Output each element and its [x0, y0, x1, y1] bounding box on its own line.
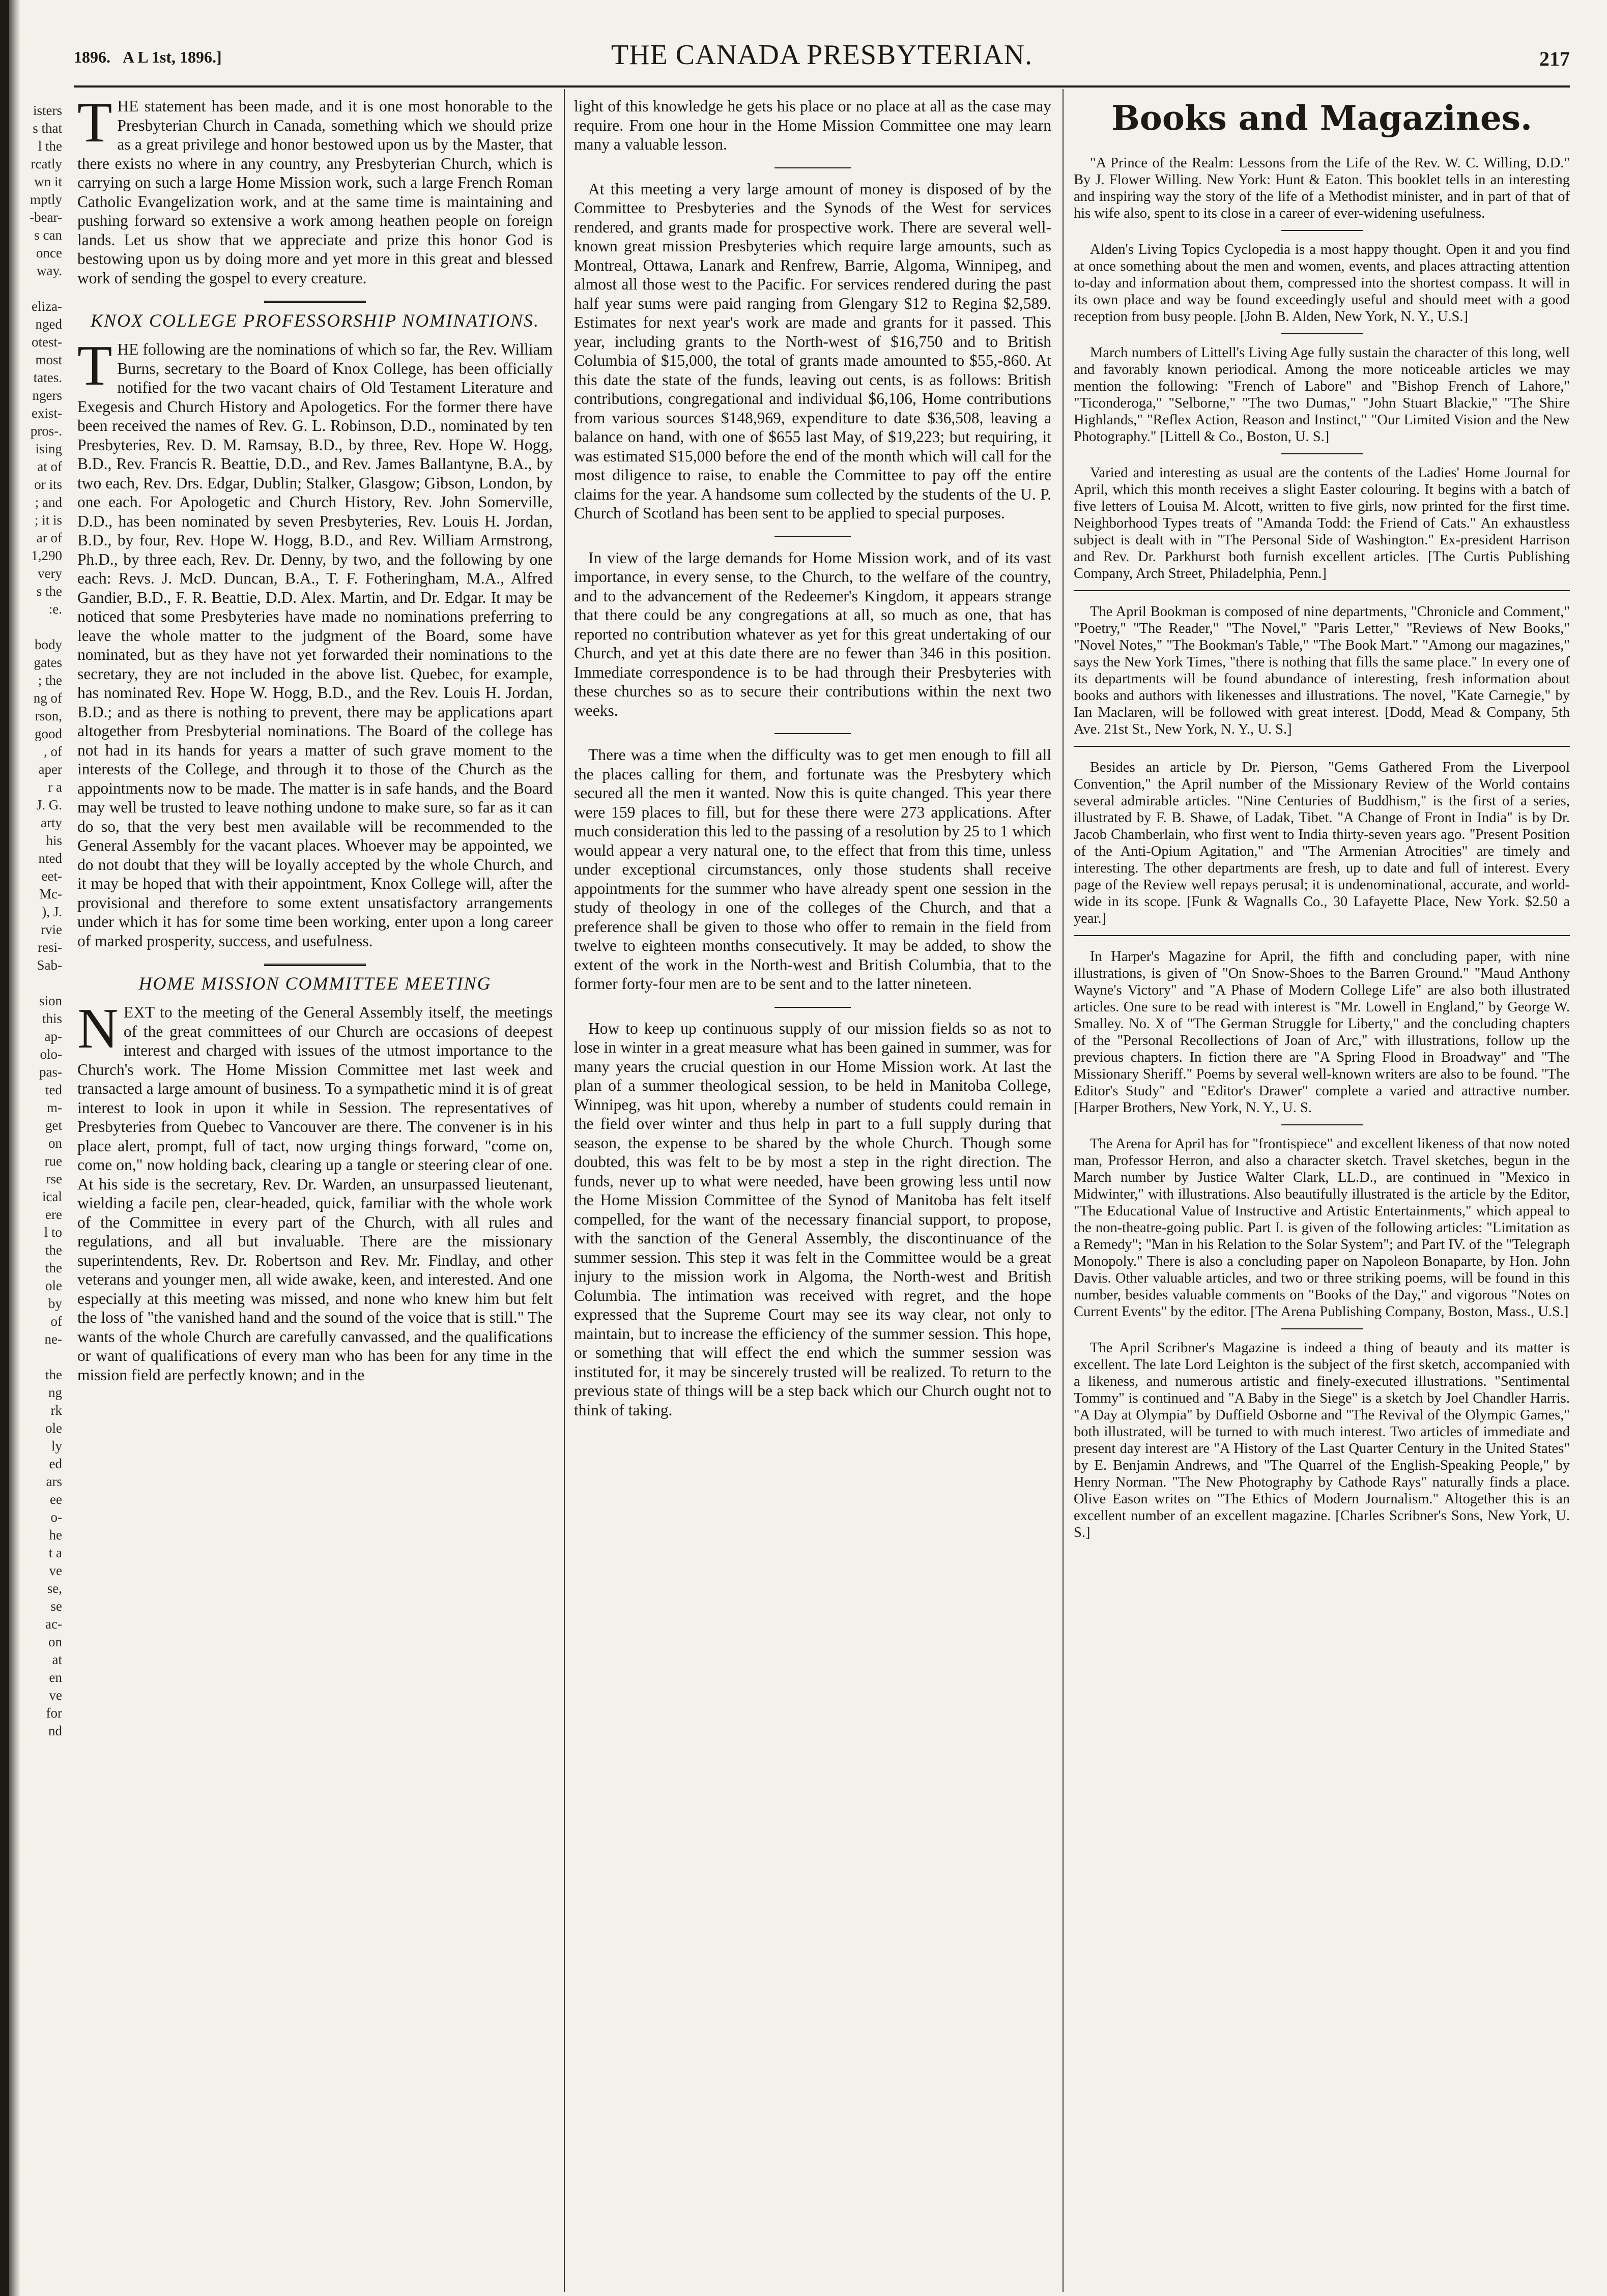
review-item: "A Prince of the Realm: Lessons from the Life of the Rev. W. C. Willing, D.D." By J. Flower Willing. New York: Hunt & Eaton. This booklet tells in an interesting and inspiring way the story of the life of a Methodist minister, and in part of that of his wife also, spent to its close in a career of ever-widening usefulness.	[1074, 155, 1570, 221]
previous-page-text-fragments: isters s that l the rcatly wn it mptly -bear- s can once way. eliza- nged otest- most tates. ngers exist- pros-. ising at of or its ; and ; it is ar of 1,290 very s the :e. body gates ; the ng of rson, good , of aper r a J. G. arty his nted eet- Mc- ), J. rvie resi- Sab- sion this ap- olo- pas- ted m- get on rue rse ical ere l to the the ole by of ne- the ng rk ole ly ed ars ee o- he t a ve se, se ac- on at en ve for nd	[30, 103, 62, 1738]
paragraph: How to keep up continuous supply of our mission fields so as not to lose in winter in a great measure what has been gained in summer, was for many years the crucial question in our Home Mission work. At last the plan of a summer theological session, to be held in Manitoba College, Winnipeg, was hit upon, whereby a number of students could remain in the field over winter and thus help in part to a full supply during that season, the expense to be shared by the whole Church. Though some doubted, this was felt to be by most a step in the right direction. The funds, never up to what were needed, have been growing less until now the Home Mission Committee of the Synod of Manitoba has felt itself compelled, for the want of the necessary financial support, to propose, with the sanction of the General Assembly, the discontinuance of the summer session. This step it was felt in the Committee would be a great injury to the mission work in Algoma, the North-west and British Columbia. The intimation was received with regret, and the hope expressed that the Supreme Court may see its way clear, not only to maintain, but to increase the efficiency of the summer session. This hope, or something that will effect the end which the summer session was instituted for, it may be sincerely trusted will be realized. To return to the previous state of things will be a step back which our Church ought not to think of taking.	[574, 1019, 1051, 1419]
running-head-year: 1896.	[74, 48, 110, 66]
section-rule	[264, 964, 366, 966]
newspaper-title: THE CANADA PRESBYTERIAN.	[611, 39, 1033, 71]
item-separator	[1281, 333, 1363, 334]
paragraph-separator	[774, 536, 851, 537]
paragraph-separator	[774, 1007, 851, 1008]
review-item: The April Bookman is composed of nine departments, "Chronicle and Comment," "Poetry," "The Reader," "The Novel," "Paris Letter," "Reviews of New Books," "Novel Notes," "The Bookman's Table," "The Book Mart." "Among our magazines," says the New York Times, "there is nothing that fills the same place." In every one of its departments will be found abundance of interesting, fresh information about books and authors with likenesses and illustrations. The novel, "Kate Carnegie," by Ian Maclaren, will be followed with great interest. [Dodd, Mead & Company, 5th Ave. 21st St., New York, N. Y., U. S.]	[1074, 604, 1570, 737]
paragraph: In view of the large demands for Home Mission work, and of its vast importance, in every sense, to the Church, to the welfare of the country, and to the advancement of the Redeemer's Kingdom, it appears strange that there could be any congregations at all, so much as one, that has reported no contribution whatever as yet for this great undertaking of our Church, and yet at this date there are no fewer than 346 in this position. Immediate correspondence is to be had through their Presbyteries with these churches so as to secure their contributions within the next two weeks.	[574, 548, 1051, 719]
item-separator	[1281, 1124, 1363, 1125]
home-mission-article-text: EXT to the meeting of the General Assembly itself, the meetings of the great committees of our Church are occasions of deepest interest and charged with issues of the utmost importance to the Church's work. The Home Mission Committee met last week and transacted a large amount of business. To a sympathetic mind it is of great interest to look in upon it while in Session. The representatives of Presbyteries from Quebec to Vancouver are there. The convener is in his place alert, prompt, full of tact, now urging things forward, "come on, come on," now holding back, clearing up a tangle or steering clear of one. At his side is the secretary, Rev. Dr. Warden, an unsurpassed lieutenant, wielding a facile pen, clear-headed, quick, familiar with the whole work of the Committee in every part of the Church, with all rules and regulations, and all but invaluable. There are the missionary superintendents, Rev. Dr. Robertson and Rev. Mr. Findlay, and other veterans and younger men, all wide awake, keen, and interested. And one especially at this meeting was missed, and none who knew him but felt the loss of "the vanished hand and the sound of the voice that is still." The wants of the whole Church are carefully canvassed, and the qualifications or want of qualifications of every man who has been for any time in the mission field are perfectly known; and in the	[77, 1003, 553, 1384]
column-divider-2	[1063, 89, 1064, 2292]
item-separator	[1281, 230, 1363, 231]
knox-college-article	[77, 334, 553, 950]
item-separator	[1074, 746, 1570, 747]
drop-cap: T	[77, 91, 112, 154]
running-head-date: A L 1st, 1896.]	[123, 48, 222, 66]
home-mission-article	[77, 997, 553, 1384]
paragraph: There was a time when the difficulty was to get men enough to fill all the places calling for them, and fortunate was the Presbytery which secured all the men it wanted. Now this is quite changed. This year there were 159 places to fill, but for these there were 273 applications. After much consideration this led to the passing of a resolution by 25 to 1 which would appear a very natural one, to the effect that from this time, unless under exceptional circumstances, only those students shall receive appointments for the summer who have already spent one session in the study of theology in one of the colleges of the Church, and that a preference shall be given to those who offer to remain in the field from twelve to eighteen months consecutively. It may be added, to show the extent of the work in the North-west and British Columbia, that to the former forty-four men are to be sent and to the latter nineteen.	[574, 746, 1051, 993]
section-title-knox-college: KNOX COLLEGE PROFESSORSHIP NOMINATIONS.	[91, 310, 539, 331]
review-item: March numbers of Littell's Living Age fully sustain the character of this long, well and favorably known periodical. Among the more noticeable articles we may mention the following: "French of Labore" and "Bishop French of Lahore," "Ticonderoga," "Selborne," "The two Dumas," "John Stuart Blackie," "The Shire Highlands," "Reflex Action, Reason and Instinct," "Our Limited Vision and the New Photography." [Littell & Co., Boston, U. S.]	[1074, 345, 1570, 445]
binding-bar	[0, 0, 9, 2296]
section-title-books-and-magazines: Books and Magazines.	[1111, 98, 1532, 138]
item-separator	[1074, 590, 1570, 591]
review-item: The Arena for April has for "frontispiece" and excellent likeness of that now noted man, Professor Herron, and also a character sketch. Travel sketches, begun in the March number by Justice Walter Clark, LL.D., are continued in "Mexico in Midwinter," with illustrations. Also beautifully illustrated is the article by the Editor, "The Educational Value of Instructive and Artistic Entertainments," which appeal to the non-theatre-going public. Part I. is given of the following articles: "Limitation as a Remedy"; "Man in his Relation to the Solar System"; and Part IV. of the "Telegraph Monopoly." There is also a concluding paper on Napoleon Bonaparte, by Hon. John Davis. Other valuable articles, and two or three striking poems, will be found in this number, besides valuable comments on "Books of the Day," and vigorous "Notes on Current Events" by the editor. [The Arena Publishing Company, Boston, Mass., U.S.]	[1074, 1136, 1570, 1320]
knox-college-article-text: HE following are the nominations of which so far, the Rev. William Burns, secretary to the Board of Knox College, has been officially notified for the two vacant chairs of Old Testament Literature and Exegesis and Church History and Apologetics. For the former there have been received the names of Rev. G. L. Robinson, D.D., nominated by ten Presbyteries, Rev. D. M. Ramsay, B.D., by three, Rev. Hope W. Hogg, B.D., Rev. Francis R. Beattie, D.D., and Rev. James Ballantyne, B.A., by two each, Rev. Drs. Edgar, Dublin; Stalker, Glasgow; Gibson, London, by one each. For Apologetic and Church History, Rev. John Somerville, D.D., has been nominated by seven Presbyteries, Rev. Louis H. Jordan, B.D., by four, Rev. Hope W. Hogg, B.D., and Rev. William Armstrong, Ph.D., by three each, Rev. Dr. Denny, by two, and the following by one each: Revs. J. McD. Duncan, B.A., T. F. Fotheringham, M.A., Alfred Gandier, B.D., F. R. Beattie, D.D. Alex. Martin, and Dr. Edgar. It may be noticed that some Presbyteries have made no nominations preferring to leave the whole matter to the judgment of the Board, some have nominated, but as they have not yet forwarded their nominations to the secretary, they are not included in the above list. Quebec, for example, has nominated Rev. Hope W. Hogg, B.D., and the Rev. Louis H. Jordan, B.D.; and as there is nothing to prevent, there may be applications apart altogether from Presbyterial nominations. The Board of the college has not had in its hands for years a matter of such grave moment to the interests of the College, and through it to those of the Church as the appointments now to be made. The matter is in safe hands, and the Board may well be trusted to leave nothing undone to make sure, so far as it can do so, that the very best men available will be recommended to the General Assembly for the vacant places. Whoever may be appointed, we do not doubt that they will be loyally accepted by the whole Church, and it may be hoped that with their appointment, Knox College will, after the provisional and therefore to some extent unsatisfactory arrangements under which it has for some time been working, enter upon a long career of marked prosperity, success, and usefulness.	[77, 340, 553, 950]
books-and-magazines-column	[1074, 97, 1570, 1549]
header-rule	[74, 85, 1570, 88]
item-separator	[1281, 1328, 1363, 1329]
paragraph: light of this knowledge he gets his place or no place at all as the case may require. From one hour in the Home Mission Committee one may learn many a valuable lesson.	[574, 97, 1051, 153]
review-item: The April Scribner's Magazine is indeed a thing of beauty and its matter is excellent. The late Lord Leighton is the subject of the first sketch, accompanied with a likeness, and numerous artistic and finely-executed illustrations. "Sentimental Tommy" is continued and "A Baby in the Siege" is a sketch by Joel Chandler Harris. "A Day at Olympia" by Duffield Osborne and "The Revival of the Olympic Games," both illustrated, will be turned to with much interest. Two articles of immediate and present day interest are "A History of the Last Quarter Century in the United States" by E. Benjamin Andrews, and "The Quarrel of the English-Speaking People," by Henry Norman. "The New Photography by Cathode Rays" naturally finds a place. Olive Eason writes on "The Ethics of Modern Journalism." Altogether this is an excellent number of an excellent magazine. [Charles Scribner's Sons, New York, U. S.]	[1074, 1340, 1570, 1541]
review-item: In Harper's Magazine for April, the fifth and concluding paper, with nine illustrations, is given of "On Snow-Shoes to the Barren Ground." "Maud Anthony Wayne's Victory" and "A Phase of Modern College Life" are also both illustrated articles. One sure to be read with interest is "Mr. Lowell in England," by George W. Smalley. No. X of "The German Struggle for Liberty," and the concluding chapters of the "Personal Recollections of Joan of Arc," with illustrations, follow up the previous chapters. In fiction there are "A Spring Flood in Broadway" and "The Missionary Sheriff." Poems by several well-known writers are also to be found. "The Editor's Study" and "Editor's Drawer" complete a varied and attractive number. [Harper Brothers, New York, N. Y., U. S.	[1074, 949, 1570, 1116]
editorial-intro	[77, 91, 553, 287]
running-head	[74, 36, 1570, 76]
column-divider-1	[564, 89, 565, 2292]
section-rule	[264, 301, 366, 303]
editorial-intro-text: HE statement has been made, and it is one most honorable to the Presbyterian Church in Canada, something which we should prize as a great privilege and honor bestowed upon us by the Master, that there exists no where in any country, any Presbyterian Church, which is carrying on such a large Home Mission work, such a large French Roman Catholic Evangelization work, and at the same time is maintaining and pushing forward so extensive a work among heathen people on foreign lands. Let us show that we appreciate and prize this honor God is bestowing upon us by doing more and yet more in this great and blessed work of sending the gospel to every creature.	[77, 97, 553, 287]
review-item: Varied and interesting as usual are the contents of the Ladies' Home Journal for April, which this month receives a slight Easter colouring. It begins with a batch of five letters of Louisa M. Alcott, written to five girls, now printed for the first time. Neighborhood Types treats of "Amanda Todd: the Friend of Cats." An exhaustless subject is dealt with in "The Personal Side of Washington." Ex-president Harrison and Rev. Dr. Parkhurst both furnish excellent articles. [The Curtis Publishing Company, Arch Street, Philadelphia, Penn.]	[1074, 465, 1570, 582]
review-item: Alden's Living Topics Cyclopedia is a most happy thought. Open it and you find at once something about the men and women, events, and places attracting attention to-day and information about them, compressed into the shortest compass. It will in its own place and way be found exceedingly useful and should meet with a good reception from busy people. [John B. Alden, New York, N. Y., U.S.]	[1074, 242, 1570, 325]
drop-cap: N	[77, 997, 119, 1060]
column-2	[574, 97, 1051, 1433]
section-title-home-mission: HOME MISSION COMMITTEE MEETING	[138, 973, 492, 994]
paragraph-separator	[774, 733, 851, 734]
item-separator	[1074, 935, 1570, 936]
drop-cap: T	[77, 334, 112, 397]
review-item: Besides an article by Dr. Pierson, "Gems Gathered From the Liverpool Convention," the April number of the Missionary Review of the World contains several admirable articles. "Nine Centuries of Buddhism," is the first of a series, illustrated by F. B. Shawe, of Ladak, Tibet. "A Change of Front in India" is by Dr. Jacob Chamberlain, who first went to India thirty-seven years ago. "Present Position of the Anti-Opium Agitation," and "The Armenian Atrocities" are timely and interesting. The other departments are fresh, up to date and full of interest. Every page of the Review well repays perusal; it is undenominational, accurate, and world-wide in its scope. [Funk & Wagnalls Co., 30 Lafayette Place, New York. $2.50 a year.]	[1074, 760, 1570, 926]
page-number: 217	[1539, 47, 1570, 70]
item-separator	[1281, 453, 1363, 454]
paragraph-separator	[774, 167, 851, 168]
paragraph: At this meeting a very large amount of money is disposed of by the Committee to Presbyteries and the Synods of the West for services rendered, and grants made for prospective work. There are several well-known great mission Presbyteries which require large amounts, such as Montreal, Ottawa, Lanark and Renfrew, Barrie, Algoma, Winnipeg, and almost all those west to the Pacific. For services rendered during the past half year sums were paid ranging from Glengary $12 to Regina $2,589. Estimates for next year's work are made and grants for it passed. This year, including grants to the North-west of $16,750 and to British Columbia of $15,000, the total of grants made amounted to $55,-860. At this date the state of the funds, leaving out cents, is as follows: British contributions, congregational and individual $6,106, Home contributions from various sources $148,969, expenditure to date $36,508, leaving a balance on hand, with one of $655 last May, of $19,223; but requiring, it was estimated $15,000 before the end of the month which will call for the most diligence to raise, to enable the Committee to pay off the entire claims for the year. A handsome sum collected by the students of the U. P. Church of Scotland has been sent to be applied to special purposes.	[574, 180, 1051, 522]
column-1	[77, 91, 553, 1398]
previous-page-edge	[0, 0, 66, 2296]
